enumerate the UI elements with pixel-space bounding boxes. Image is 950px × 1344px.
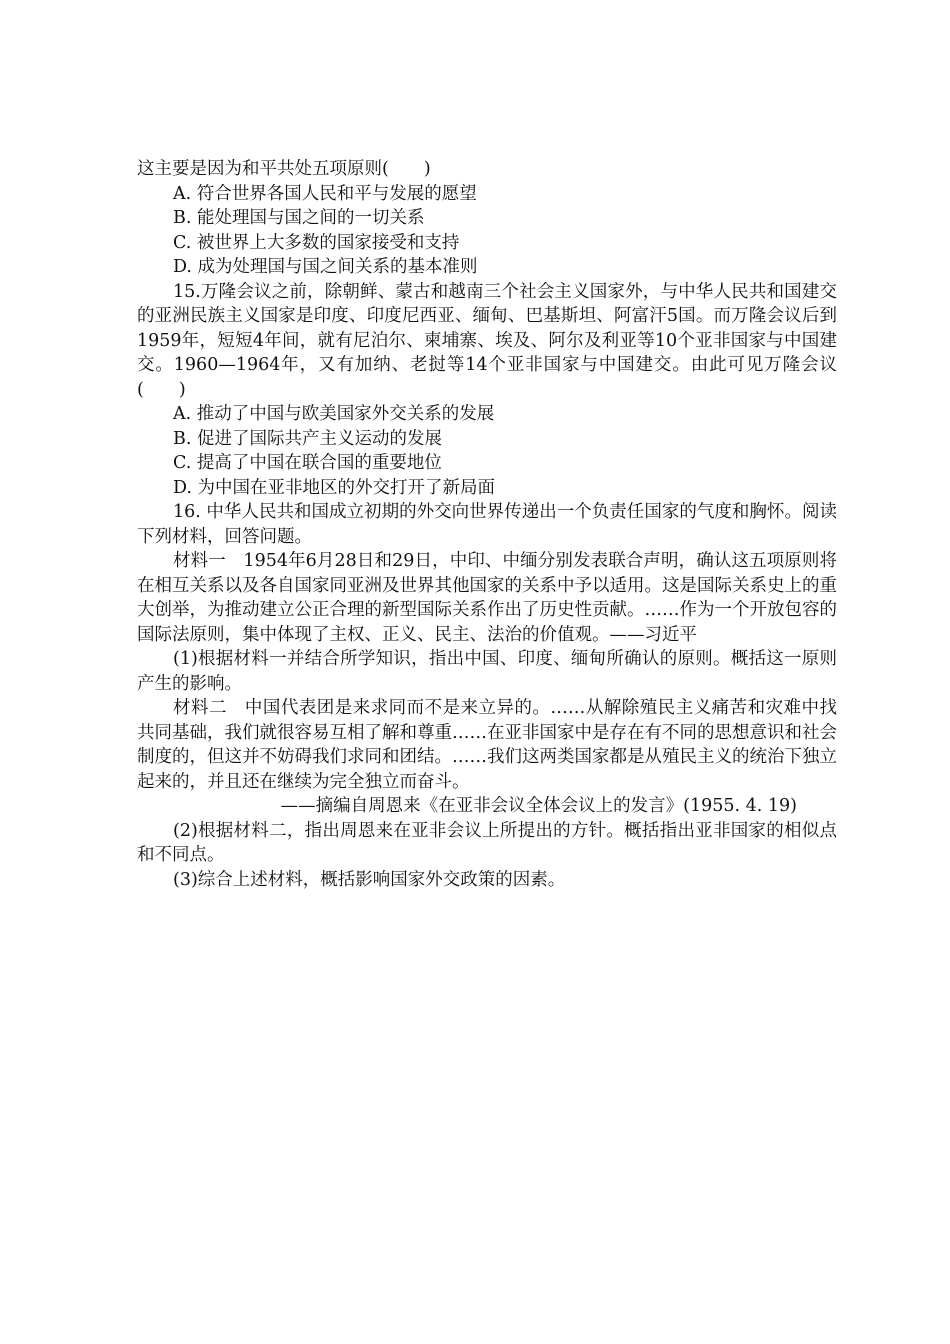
- q14-option-c: C. 被世界上大多数的国家接受和支持: [173, 232, 460, 253]
- document-body: [137, 157, 837, 892]
- q16-stem: 16. 中华人民共和国成立初期的外交向世界传递出一个负责任国家的气度和胸怀。阅读下列材料，回答问题。: [137, 502, 837, 547]
- q15-option-b: B. 促进了国际共产主义运动的发展: [173, 428, 442, 449]
- q16-sub-question-3: (3)综合上述材料，概括影响国家外交政策的因素。: [173, 869, 566, 890]
- q15-stem: 15.万隆会议之前，除朝鲜、蒙古和越南三个社会主义国家外，与中华人民共和国建交的亚洲民族主义国家是印度、印度尼西亚、缅甸、巴基斯坦、阿富汗5国。而万隆会议后到1959年，短短4年间，就有尼泊尔、柬埔寨、埃及、阿尔及利亚等10个亚非国家与中国建交。1960—1964年，又有加纳、老挝等14个亚非国家与中国建交。由此可见万隆会议( ): [137, 281, 837, 400]
- q14-option-a: A. 符合世界各国人民和平与发展的愿望: [173, 183, 477, 204]
- q14-stem-tail: 这主要是因为和平共处五项原则( ): [137, 159, 431, 179]
- q14-option-b: B. 能处理国与国之间的一切关系: [173, 208, 425, 228]
- q14-option-d: D. 成为处理国与国之间关系的基本准则: [173, 257, 478, 277]
- material-one: 材料一 1954年6月28日和29日，中印、中缅分别发表联合声明，确认这五项原则将在相互关系以及各自国家同亚洲及世界其他国家的关系中予以适用。这是国际关系史上的重大创举，为推动建立公正合理的新型国际关系作出了历史性贡献。……作为一个开放包容的国际法原则，集中体现了主权、正义、民主、法治的价值观。——习近平: [137, 551, 837, 645]
- q16-sub-question-1: (1)根据材料一并结合所学知识，指出中国、印度、缅甸所确认的原则。概括这一原则产生的影响。: [137, 649, 837, 694]
- q15-option-a: A. 推动了中国与欧美国家外交关系的发展: [173, 404, 495, 424]
- q16-sub-question-2: (2)根据材料二，指出周恩来在亚非会议上所提出的方针。概括指出亚非国家的相似点和不同点。: [137, 820, 837, 865]
- material-two: 材料二 中国代表团是来求同而不是来立异的。……从解除殖民主义痛苦和灾难中找共同基础，我们就很容易互相了解和尊重……在亚非国家中是存在有不同的思想意识和社会制度的，但这并不妨碍我们求同和团结。……我们这两类国家都是从殖民主义的统治下独立起来的，并且还在继续为完全独立而奋斗。: [137, 698, 837, 792]
- q15-option-c: C. 提高了中国在联合国的重要地位: [173, 453, 442, 473]
- material-two-source: ——摘编自周恩来《在亚非会议全体会议上的发言》(1955. 4. 19): [280, 796, 797, 816]
- q15-option-d: D. 为中国在亚非地区的外交打开了新局面: [173, 477, 496, 498]
